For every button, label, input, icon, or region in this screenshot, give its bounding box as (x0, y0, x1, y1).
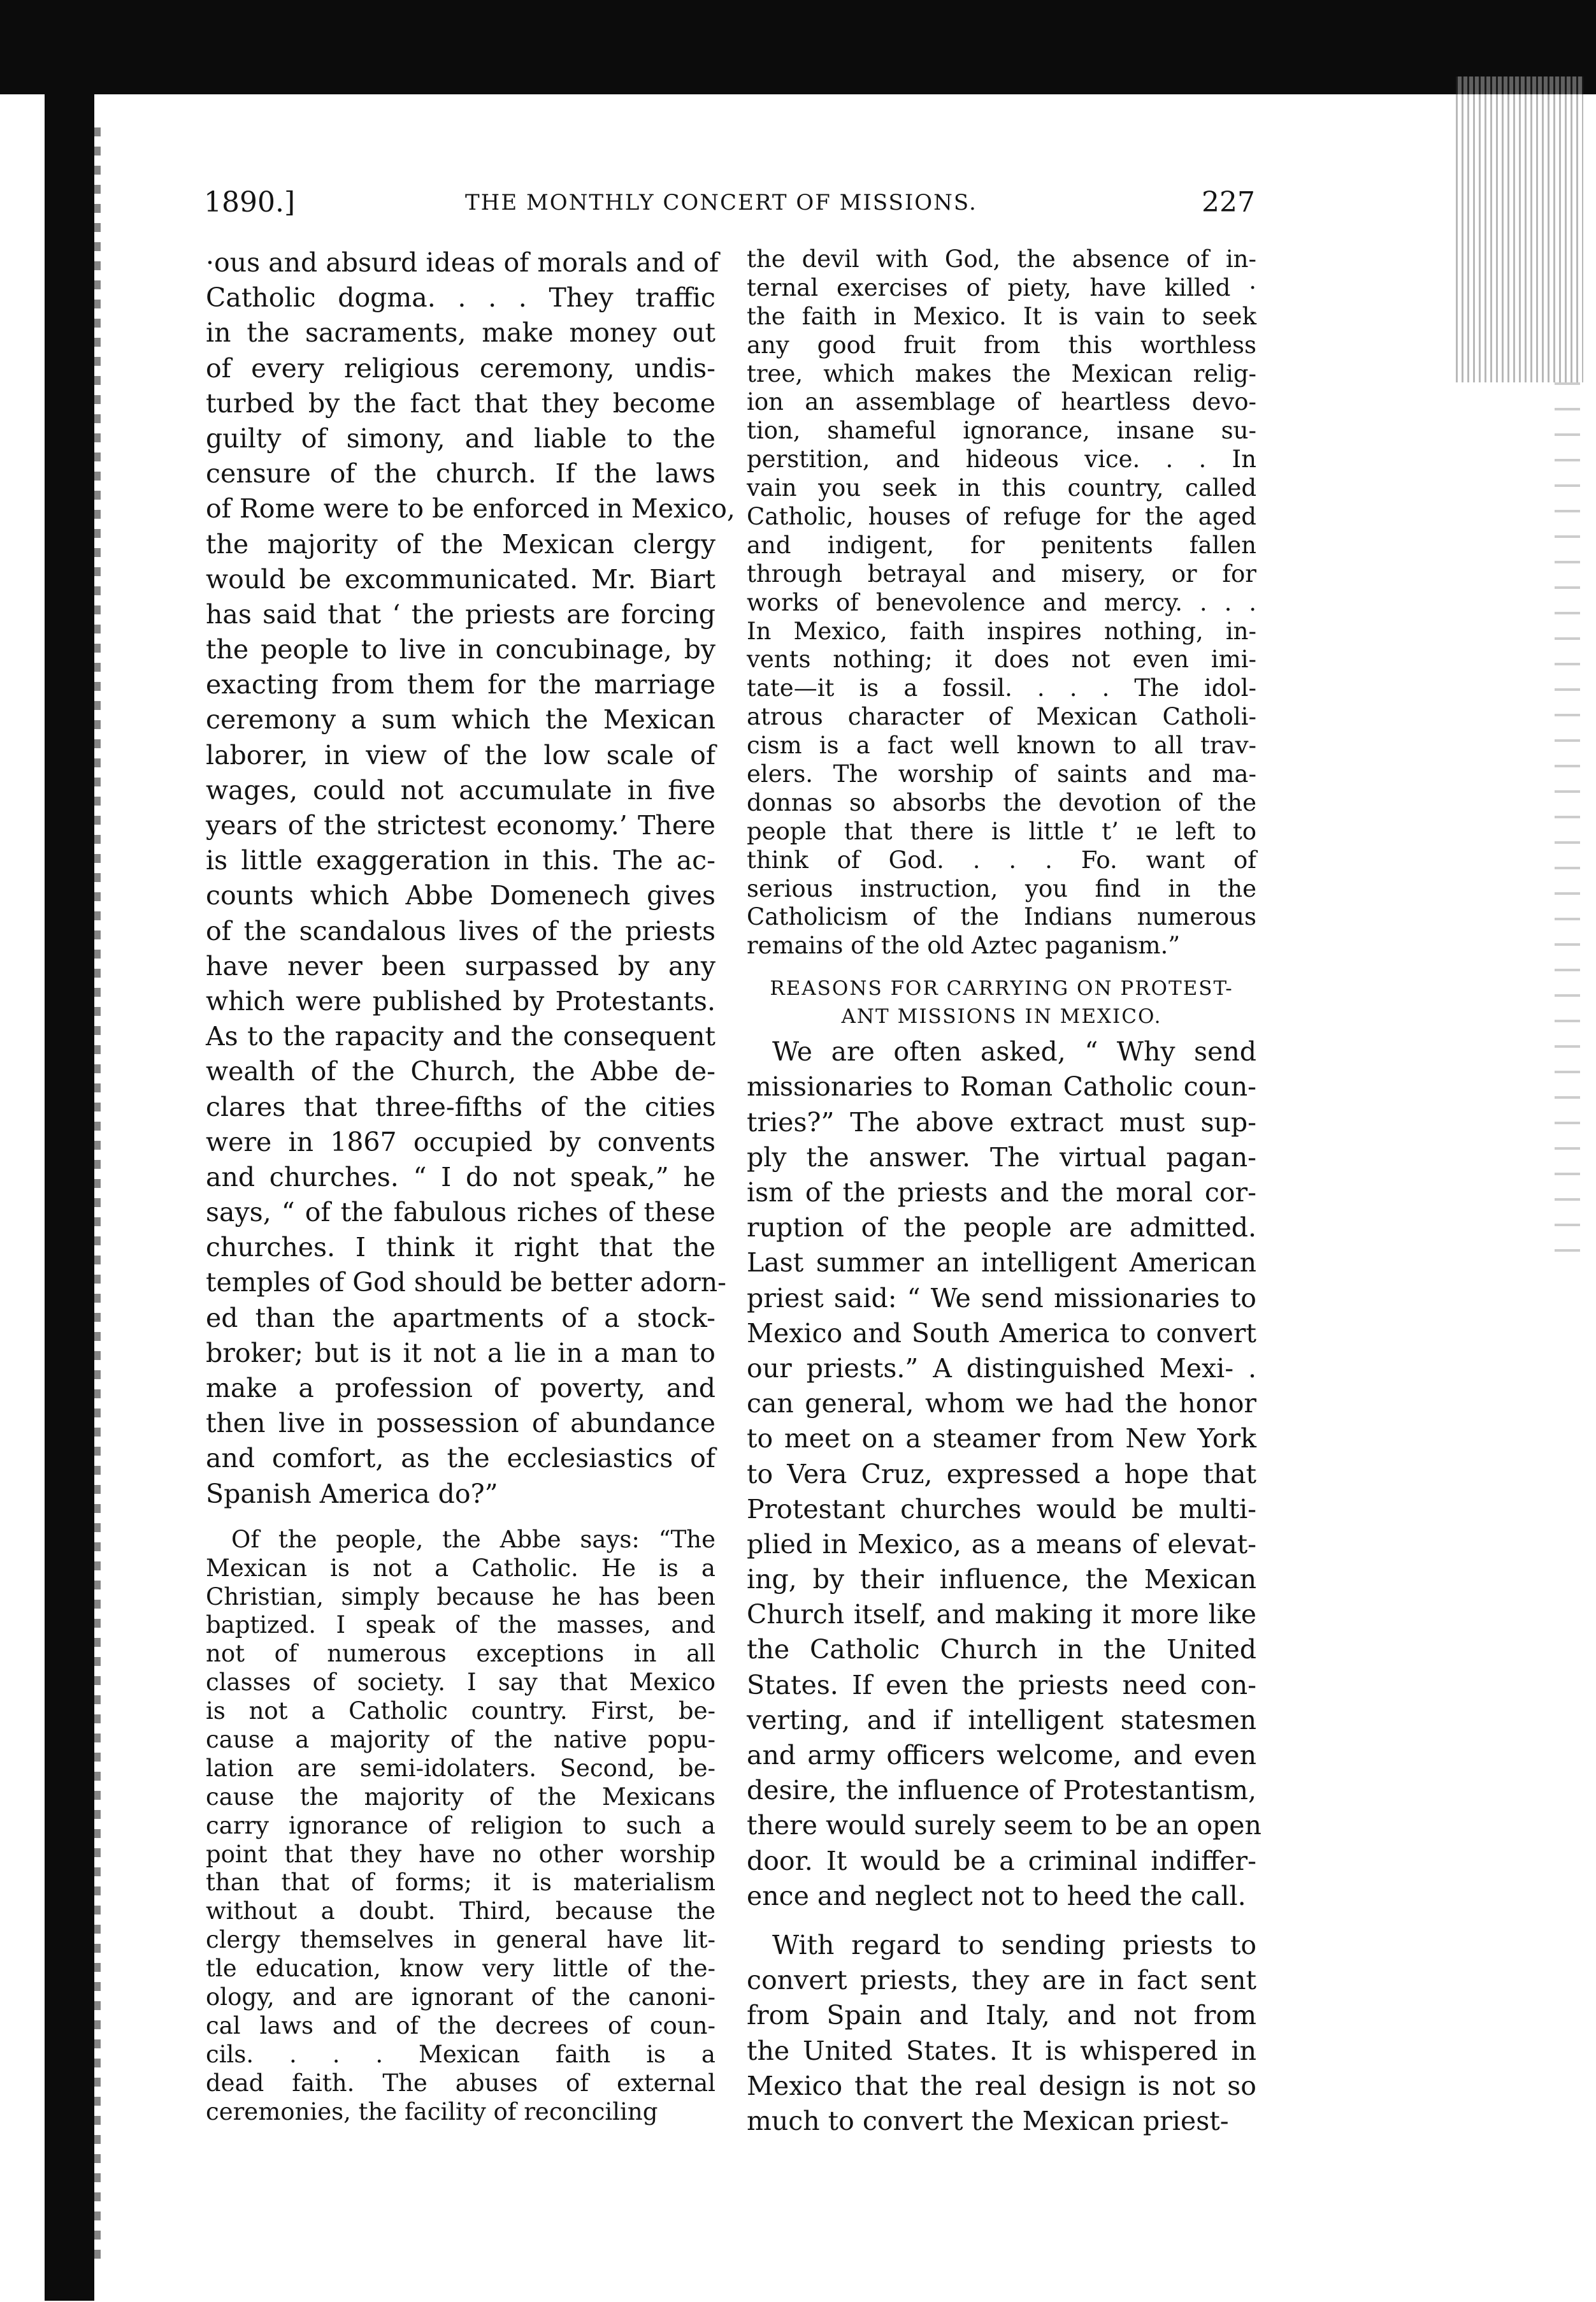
text-line: ply the answer. The virtual pagan- (747, 1141, 1256, 1173)
running-header (204, 186, 1255, 224)
text-line: ANT MISSIONS IN MEXICO. (841, 1005, 1162, 1029)
text-line: the Catholic Church in the United (747, 1634, 1256, 1665)
header-year: 1890.] (204, 186, 296, 219)
text-line: works of benevolence and mercy. . . . (747, 588, 1256, 616)
text-line: ruption of the people are admitted. (747, 1212, 1256, 1243)
text-line: which were published by Protestants. (206, 985, 715, 1017)
text-line: States. If even the priests need con- (747, 1669, 1256, 1700)
text-line: cause a majority of the native popu- (206, 1725, 715, 1753)
paragraph (206, 1526, 715, 2127)
text-line: vents nothing; it does not even imi- (747, 646, 1256, 674)
text-line: censure of the church. If the laws (206, 458, 715, 489)
text-line: tries?” The above extract must sup- (747, 1106, 1256, 1138)
text-line: tate—it is a fossil. . . . The idol- (747, 674, 1256, 702)
page-number: 227 (1202, 186, 1255, 219)
text-line: of every religious ceremony, undis- (206, 352, 715, 384)
text-line: the people to live in concubinage, by (206, 634, 715, 665)
section-heading (747, 974, 1256, 1031)
text-line: We are often asked, “ Why send (772, 1036, 1256, 1068)
scan-right-edge-marks (1555, 382, 1580, 1275)
text-line: elers. The worship of saints and ma- (747, 760, 1256, 788)
text-line: exacting from them for the marriage (206, 669, 715, 700)
text-line: temples of God should be better adorn- (206, 1267, 726, 1298)
text-line: guilty of simony, and liable to the (206, 423, 715, 454)
text-line: can general, whom we had the honor (747, 1388, 1256, 1419)
text-line: point that they have no other worship (206, 1840, 715, 1868)
text-line: counts which Abbe Domenech gives (206, 880, 715, 911)
text-line: door. It would be a criminal indiffer- (747, 1845, 1256, 1876)
text-line: classes of society. I say that Mexico (206, 1669, 715, 1697)
text-line: than that of forms; it is materialism (206, 1869, 715, 1897)
text-line: plied in Mexico, as a means of elevat- (747, 1528, 1256, 1560)
paragraph (747, 245, 1256, 960)
text-line: dead faith. The abuses of external (206, 2069, 715, 2097)
paragraph (747, 1034, 1262, 1914)
text-line: wages, could not accumulate in five (206, 774, 715, 806)
text-line: through betrayal and misery, or for (747, 560, 1256, 588)
text-line: the devil with God, the absence of in- (747, 245, 1256, 273)
header-journal-title: THE MONTHLY CONCERT OF MISSIONS. (465, 190, 977, 215)
text-line: ology, and are ignorant of the canoni- (206, 1983, 715, 2011)
text-line: tree, which makes the Mexican relig- (747, 359, 1256, 387)
text-line: ing, by their influence, the Mexican (747, 1564, 1256, 1595)
text-line: Catholic, houses of refuge for the aged (747, 503, 1256, 531)
text-line: REASONS FOR CARRYING ON PROTEST- (770, 977, 1233, 1001)
text-line: the majority of the Mexican clergy (206, 528, 715, 560)
paragraph (747, 1928, 1256, 2139)
text-line: desire, the influence of Protestantism, (747, 1775, 1256, 1806)
left-text-column (206, 245, 735, 2126)
text-line: were in 1867 occupied by convents (206, 1126, 715, 1157)
text-line: have never been surpassed by any (206, 950, 715, 981)
text-line: Protestant churches would be multi- (747, 1493, 1256, 1524)
text-line: and indigent, for penitents fallen (747, 531, 1256, 559)
text-line: tion, shameful ignorance, insane su- (747, 417, 1256, 445)
paragraph-gap (206, 1512, 715, 1526)
text-line: cism is a fact well known to all trav- (747, 732, 1256, 760)
text-line: would be excommunicated. Mr. Biart (206, 563, 715, 595)
text-line: make a profession of poverty, and (206, 1373, 715, 1403)
text-line: vain you seek in this country, called (747, 474, 1256, 502)
text-line: not of numerous exceptions in all (206, 1640, 715, 1668)
text-line: Of the people, the Abbe says: “The (231, 1525, 715, 1553)
text-line: missionaries to Roman Catholic coun- (747, 1071, 1256, 1103)
text-line: perstition, and hideous vice. . . In (747, 445, 1256, 474)
paragraph-gap (747, 1914, 1256, 1928)
text-line: ceremonies, the facility of reconciling (206, 2097, 658, 2125)
text-line: cause the majority of the Mexicans (206, 1783, 715, 1811)
text-line: ceremony a sum which the Mexican (206, 704, 715, 735)
text-line: there would surely seem to be an open (747, 1810, 1262, 1841)
text-line: laborer, in view of the low scale of (206, 739, 715, 771)
text-line: Last summer an intelligent American (747, 1247, 1256, 1278)
text-line: cal laws and of the decrees of coun- (206, 2011, 715, 2039)
text-line: Christian, simply because he has been (206, 1582, 715, 1611)
text-line: is little exaggeration in this. The ac- (206, 845, 715, 876)
text-line: says, “ of the fabulous riches of these (206, 1197, 715, 1228)
text-line: With regard to sending priests to (772, 1929, 1256, 1960)
text-line: much to convert the Mexican priest- (747, 2105, 1229, 2136)
text-line: Catholicism of the Indians numerous (747, 903, 1256, 931)
text-line: lation are semi-idolaters. Second, be- (206, 1754, 715, 1782)
text-line: atrous character of Mexican Catholi- (747, 703, 1256, 731)
text-line: ed than the apartments of a stock- (206, 1302, 715, 1333)
text-line: In Mexico, faith inspires nothing, in- (747, 617, 1256, 645)
text-line: and churches. “ I do not speak,” he (206, 1161, 715, 1192)
scan-right-edge-noise (1456, 76, 1583, 382)
text-line: baptized. I speak of the masses, and (206, 1611, 715, 1639)
text-line: and army officers welcome, and even (747, 1740, 1256, 1771)
text-line: people that there is little t’ ıe left to (747, 817, 1256, 845)
text-line: clergy themselves in general have lit- (206, 1926, 715, 1954)
text-line: priest said: “ We send missionaries to (747, 1282, 1256, 1314)
text-line: serious instruction, you find in the (747, 874, 1256, 902)
text-line: ism of the priests and the moral cor- (747, 1177, 1256, 1208)
text-line: to Vera Cruz, expressed a hope that (747, 1458, 1256, 1489)
text-line: without a doubt. Third, because the (206, 1897, 715, 1925)
text-line: ence and neglect not to heed the call. (747, 1880, 1246, 1911)
text-line: verting, and if intelligent statesmen (747, 1704, 1256, 1735)
text-line: then live in possession of abundance (206, 1408, 715, 1439)
scan-top-border (0, 0, 1596, 94)
text-line: ternal exercises of piety, have killed · (747, 273, 1256, 301)
paragraph (206, 245, 735, 1512)
text-line: the faith in Mexico. It is vain to seek (747, 302, 1256, 330)
text-line: tle education, know very little of the- (206, 1955, 715, 1983)
text-line: years of the strictest economy.’ There (206, 810, 715, 841)
text-line: is not a Catholic country. First, be- (206, 1697, 715, 1725)
text-line: ion an assemblage of heartless devo- (747, 388, 1256, 416)
text-line: Mexico that the real design is not so (747, 2070, 1256, 2101)
text-line: Church itself, and making it more like (747, 1599, 1256, 1630)
text-line: any good fruit from this worthless (747, 331, 1256, 359)
text-line: ·ous and absurd ideas of morals and of (206, 247, 719, 278)
text-line: the United States. It is whispered in (747, 2035, 1256, 2066)
text-line: has said that ‘ the priests are forcing (206, 598, 715, 630)
text-line: to meet on a steamer from New York (747, 1423, 1256, 1454)
right-text-column (747, 245, 1262, 2139)
text-line: our priests.” A distinguished Mexi- . (747, 1352, 1256, 1384)
text-line: in the sacraments, make money out (206, 317, 715, 349)
text-line: remains of the old Aztec paganism.” (747, 932, 1181, 960)
scan-left-edge-noise (94, 127, 101, 2262)
text-line: churches. I think it right that the (206, 1232, 715, 1263)
text-line: convert priests, they are in fact sent (747, 1965, 1256, 1996)
text-line: wealth of the Church, the Abbe de- (206, 1056, 715, 1087)
text-line: and comfort, as the ecclesiastics of (206, 1443, 715, 1474)
text-line: carry ignorance of religion to such a (206, 1811, 715, 1839)
text-line: of the scandalous lives of the priests (206, 915, 715, 946)
text-line: cils. . . . Mexican faith is a (206, 2040, 715, 2068)
text-line: As to the rapacity and the consequent (206, 1021, 715, 1052)
text-line: Mexican is not a Catholic. He is a (206, 1554, 715, 1582)
text-line: clares that three-fifths of the cities (206, 1091, 715, 1122)
text-line: Mexico and South America to convert (747, 1317, 1256, 1349)
text-line: from Spain and Italy, and not from (747, 2000, 1256, 2031)
text-line: broker; but is it not a lie in a man to (206, 1337, 715, 1368)
text-line: donnas so absorbs the devotion of the (747, 788, 1256, 816)
scan-left-border (45, 70, 94, 2301)
text-line: Catholic dogma. . . . They traffic (206, 282, 715, 314)
text-line: Spanish America do?” (206, 1478, 498, 1509)
text-line: think of God. . . . Fo. want of (747, 846, 1256, 874)
text-line: turbed by the fact that they become (206, 387, 715, 419)
text-line: of Rome were to be enforced in Mexico, (206, 493, 735, 525)
